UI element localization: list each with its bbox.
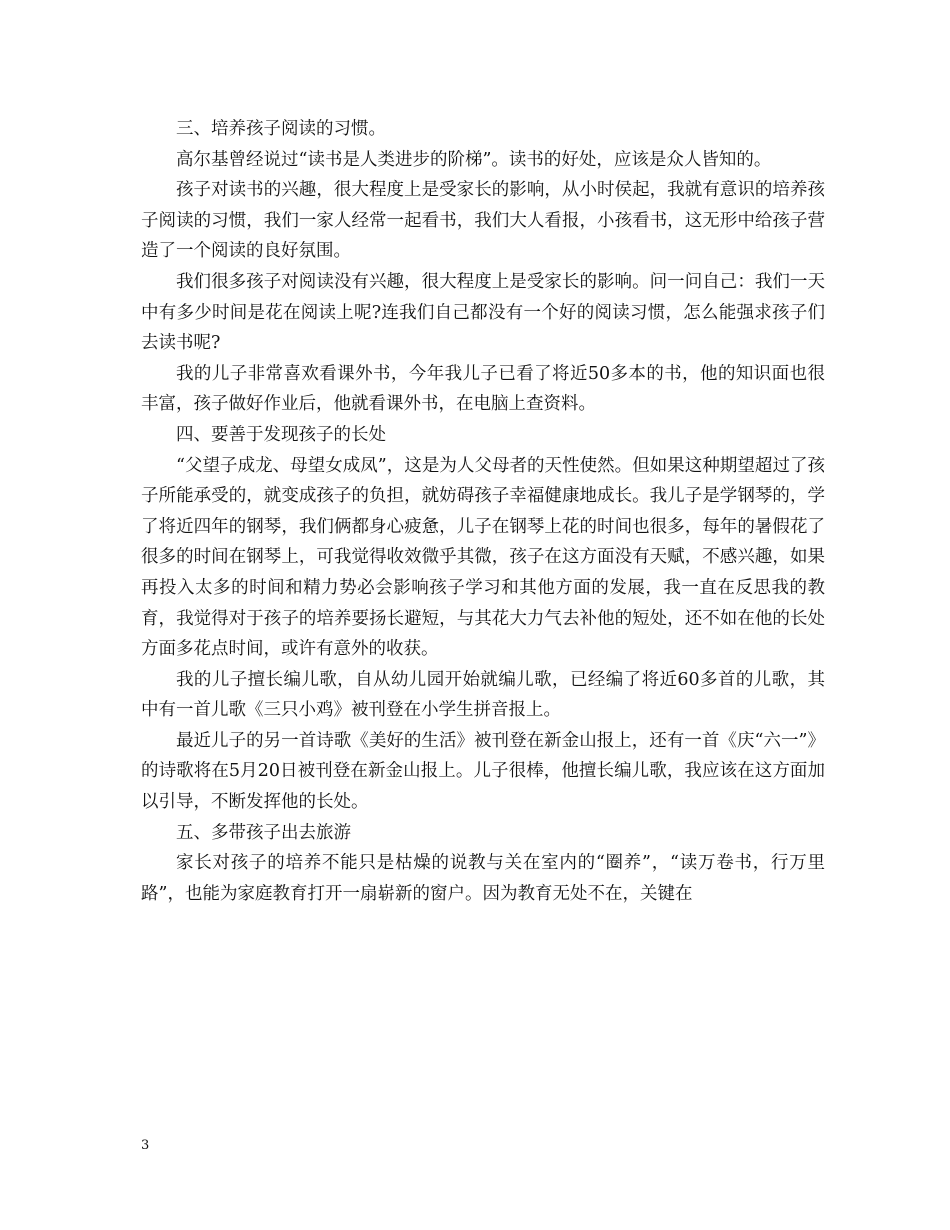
paragraph: 我们很多孩子对阅读没有兴趣，很大程度上是受家长的影响。问一问自己：我们一天中有多少时间是花在阅读上呢?连我们自己都没有一个好的阅读习惯，怎么能强求孩子们去读书呢? — [141, 271, 825, 354]
paragraph: 孩子对读书的兴趣，很大程度上是受家长的影响，从小时侯起，我就有意识的培养孩子阅读的习惯，我们一家人经常一起看书，我们大人看报，小孩看书，这无形中给孩子营造了一个阅读的良好氛围。 — [141, 180, 825, 262]
paragraph: 我的儿子擅长编儿歌，自从幼儿园开始就编儿歌，已经编了将近60多首的儿歌，其中有一首儿歌《三只小鸡》被刊登在小学生拼音报上。 — [141, 669, 825, 721]
section-heading-4: 四、要善于发现孩子的长处 — [176, 424, 386, 445]
paragraph: 高尔基曾经说过“读书是人类进步的阶梯”。读书的好处，应该是众人皆知的。 — [176, 149, 772, 170]
section-heading-5: 五、多带孩子出去旅游 — [176, 822, 351, 843]
paragraph: 家长对孩子的培养不能只是枯燥的说教与关在室内的“圈养”，“读万卷书，行万里路”，也能为家庭教育打开一扇崭新的窗户。因为教育无处不在，关键在 — [141, 853, 825, 904]
page-number: 3 — [141, 1138, 150, 1153]
section-heading-3: 三、培养孩子阅读的习惯。 — [176, 119, 386, 139]
document-body — [141, 114, 825, 909]
paragraph: 最近儿子的另一首诗歌《美好的生活》被刊登在新金山报上，还有一首《庆“六一”》的诗歌将在5月20日被刊登在新金山报上。儿子很棒，他擅长编儿歌，我应该在这方面加以引导，不断发挥他的长处。 — [141, 730, 825, 813]
paragraph: 我的儿子非常喜欢看课外书，今年我儿子已看了将近50多本的书，他的知识面也很丰富，孩子做好作业后，他就看课外书，在电脑上查资料。 — [141, 363, 825, 415]
paragraph: “父望子成龙、母望女成凤”，这是为人父母者的天性使然。但如果这种期望超过了孩子所能承受的，就变成孩子的负担，就妨碍孩子幸福健康地成长。我儿子是学钢琴的，学了将近四年的钢琴，我们俩都身心疲惫，儿子在钢琴上花的时间也很多，每年的暑假花了很多的时间在钢琴上，可我觉得收效微乎其微，孩子在这方面没有天赋，不感兴趣，如果再投入太多的时间和精力势必会影响孩子学习和其他方面的发展，我一直在反思我的教育，我觉得对于孩子的培养要扬长避短，与其花大力气去补他的短处，还不如在他的长处方面多花点时间，或许有意外的收获。 — [141, 455, 825, 660]
